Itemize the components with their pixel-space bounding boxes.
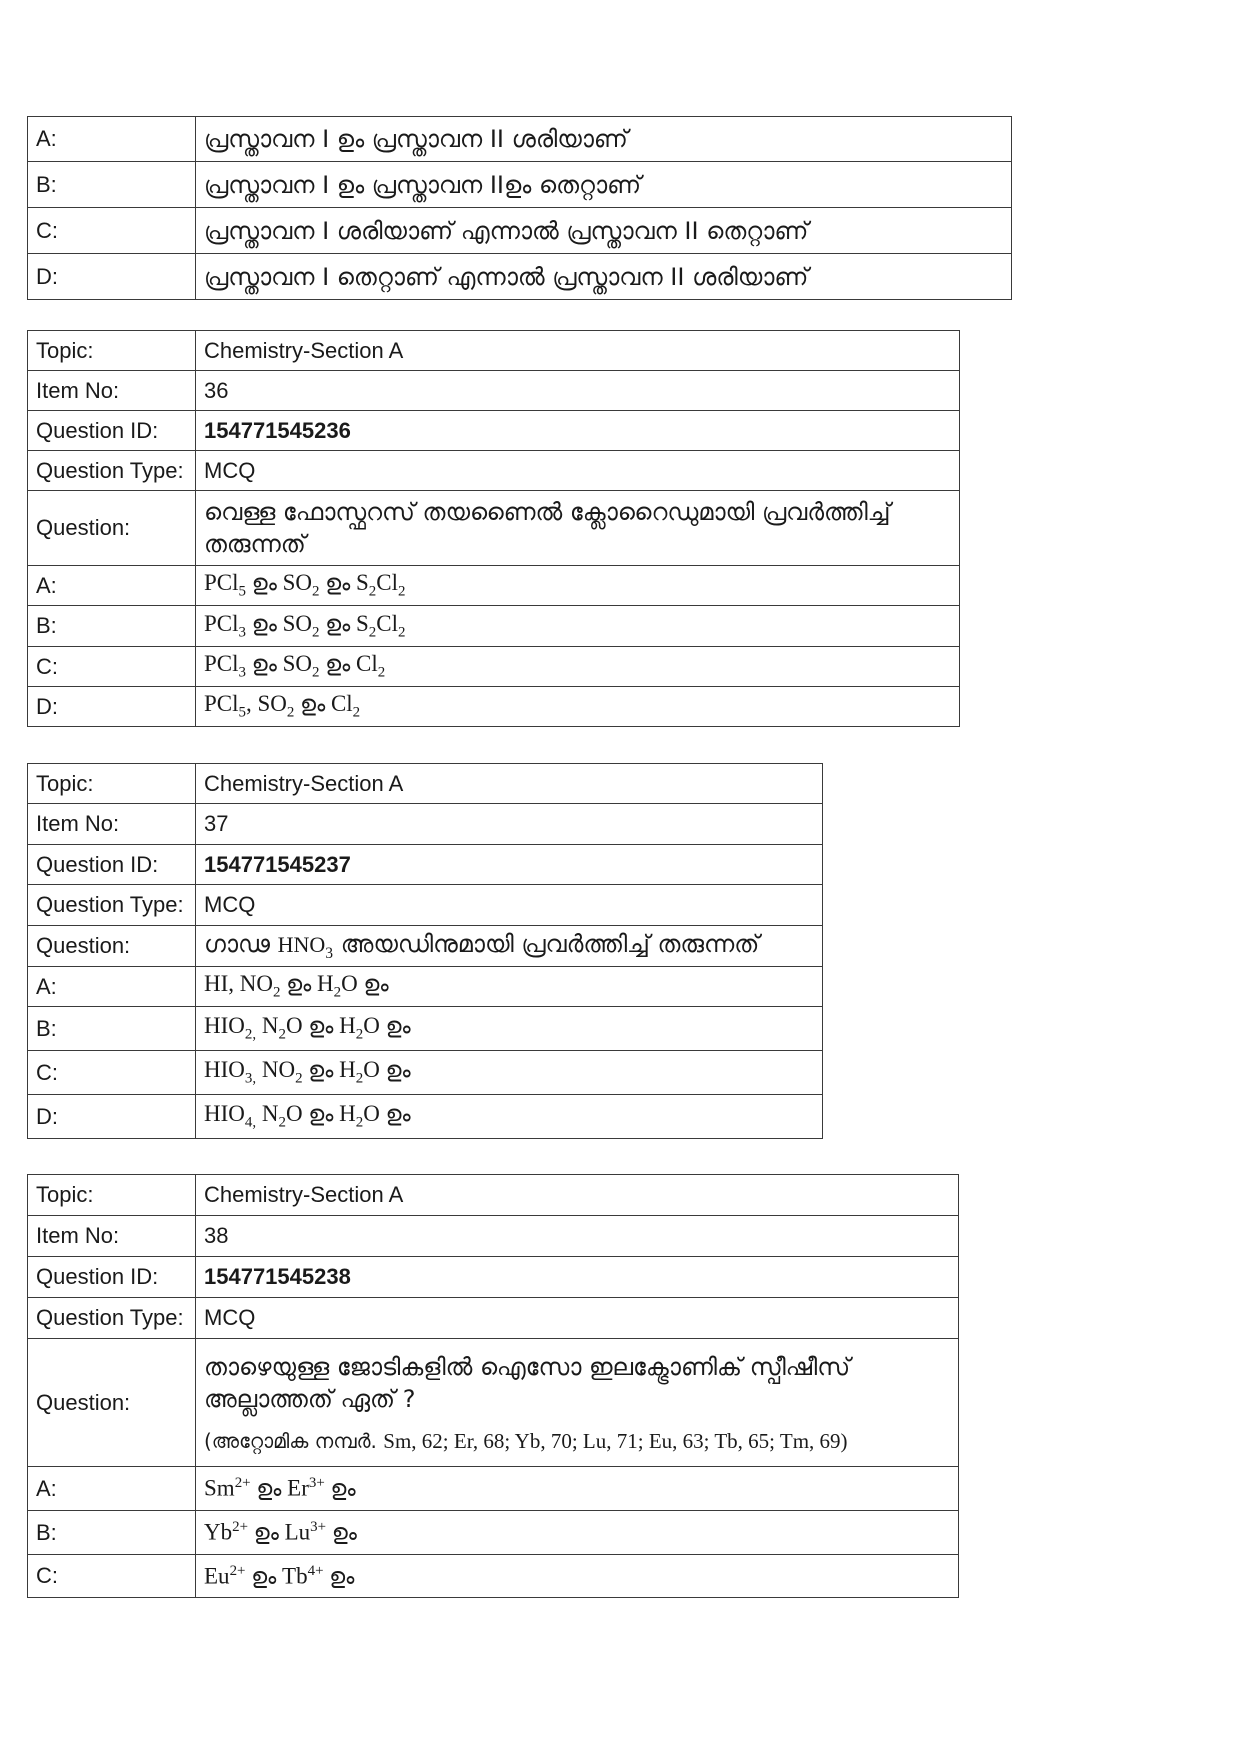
- table-row: [28, 804, 823, 845]
- table-row: [28, 1095, 823, 1139]
- table-row: [28, 1467, 959, 1511]
- table-row: [28, 1216, 959, 1257]
- question-id-label: Question ID:: [28, 845, 196, 885]
- question-type-label: Question Type:: [28, 885, 196, 926]
- item-no-value: 38: [196, 1216, 959, 1257]
- option-text: പ്രസ്താവന I ശരിയാണ് എന്നാൽ പ്രസ്താവന II തെറ്റാണ്: [196, 208, 1012, 254]
- table-row: [28, 451, 960, 491]
- option-key: D:: [28, 1095, 196, 1139]
- question-type-value: MCQ: [196, 885, 823, 926]
- option-d-text: $HIO_{4,}$ $N_2O$ ഉം $H_2O$ ഉം: [196, 1095, 823, 1139]
- option-key: C:: [28, 1555, 196, 1598]
- option-key: C:: [28, 647, 196, 687]
- item-no-value: 36: [196, 371, 960, 411]
- item-no-label: Item No:: [28, 371, 196, 411]
- table-row: [28, 411, 960, 451]
- option-key: B:: [28, 606, 196, 647]
- table-row: [28, 687, 960, 727]
- option-text: പ്രസ്താവന I തെറ്റാണ് എന്നാൽ പ്രസ്താവന II ശരിയാണ്: [196, 254, 1012, 300]
- atomic-number-note: (അറ്റോമിക നമ്പർ. Sm, 62; Er, 68; Yb, 70; Lu, 71; Eu, 63; Tb, 65; Tm, 69): [204, 1429, 848, 1453]
- question-type-value: MCQ: [196, 1298, 959, 1339]
- question-36-table: [27, 330, 960, 727]
- table-row: [28, 491, 960, 566]
- option-key: A:: [28, 117, 196, 162]
- table-row: [28, 885, 823, 926]
- question-type-label: Question Type:: [28, 1298, 196, 1339]
- question-line: വെള്ള ഫോസ്ഫറസ് തയണൈൽ ക്ലോറൈഡുമായി പ്രവർത്തിച്ച്: [204, 498, 891, 526]
- question-line: അല്ലാത്തത് ഏത് ?: [204, 1385, 416, 1413]
- option-key: D:: [28, 687, 196, 727]
- option-key: A:: [28, 1467, 196, 1511]
- table-row: [28, 1511, 959, 1555]
- question-type-label: Question Type:: [28, 451, 196, 491]
- topic-label: Topic:: [28, 1175, 196, 1216]
- item-no-value: 37: [196, 804, 823, 845]
- table-row: [28, 1339, 959, 1467]
- table-row: [28, 254, 1012, 300]
- question-37-table: [27, 763, 823, 1139]
- option-c-text: PCl$_3$ ഉം $SO_2$ ഉം $Cl_2$: [196, 647, 960, 687]
- option-key: B:: [28, 1007, 196, 1051]
- option-b-text: $HIO_{2,}$ $N_2O$ ഉം $H_2O$ ഉം: [196, 1007, 823, 1051]
- option-c-text: $HIO_{3,}$ $NO_2$ ഉം $H_2O$ ഉം: [196, 1051, 823, 1095]
- question-label: Question:: [28, 491, 196, 566]
- topic-value: Chemistry-Section A: [196, 331, 960, 371]
- table-row: [28, 606, 960, 647]
- item-no-label: Item No:: [28, 1216, 196, 1257]
- question-id-value: 154771545236: [196, 411, 960, 451]
- option-d-text: PCl$_5$, $SO_2$ ഉം $Cl_2$: [196, 687, 960, 727]
- question-id-value: 154771545238: [196, 1257, 959, 1298]
- option-key: C:: [28, 208, 196, 254]
- table-row: [28, 162, 1012, 208]
- option-a-text: $Sm^{2+}$ ഉം $Er^{3+}$ ഉം: [196, 1467, 959, 1511]
- question-id-value: 154771545237: [196, 845, 823, 885]
- topic-value: Chemistry-Section A: [196, 1175, 959, 1216]
- topic-label: Topic:: [28, 331, 196, 371]
- option-key: D:: [28, 254, 196, 300]
- table-row: [28, 1175, 959, 1216]
- question-text: ഗാഢ $HNO_3$ അയഡിനുമായി പ്രവർത്തിച്ച് തരുന്നത്: [196, 926, 823, 967]
- question-text: [196, 491, 960, 566]
- option-c-text: $Eu^{2+}$ ഉം $Tb^{4+}$ ഉം: [196, 1555, 959, 1598]
- option-key: B:: [28, 162, 196, 208]
- question-id-label: Question ID:: [28, 1257, 196, 1298]
- question-line: താഴെയുള്ള ജോടികളിൽ ഐസോ ഇലക്ട്രോണിക് സ്പീഷീസ്: [204, 1353, 851, 1381]
- question-line: തരുന്നത്: [204, 530, 306, 558]
- option-text: പ്രസ്താവന I ഉം പ്രസ്താവന II ശരിയാണ്: [196, 117, 1012, 162]
- table-row: [28, 1051, 823, 1095]
- question-text: [196, 1339, 959, 1467]
- table-row: [28, 331, 960, 371]
- question-id-label: Question ID:: [28, 411, 196, 451]
- question-label: Question:: [28, 926, 196, 967]
- option-a-text: PCl$_5$ ഉം $SO_2$ ഉം $S_2Cl_2$: [196, 566, 960, 606]
- option-key: A:: [28, 967, 196, 1007]
- question-label: Question:: [28, 1339, 196, 1467]
- prev-options-table: [27, 116, 1012, 300]
- option-key: C:: [28, 1051, 196, 1095]
- table-row: [28, 1007, 823, 1051]
- option-b-text: $Yb^{2+}$ ഉം $Lu^{3+}$ ഉം: [196, 1511, 959, 1555]
- topic-label: Topic:: [28, 764, 196, 804]
- table-row: [28, 967, 823, 1007]
- option-key: A:: [28, 566, 196, 606]
- table-row: [28, 371, 960, 411]
- table-row: [28, 566, 960, 606]
- option-b-text: PCl$_3$ ഉം $SO_2$ ഉം $S_2Cl_2$: [196, 606, 960, 647]
- question-38-table: [27, 1174, 959, 1598]
- table-row: [28, 845, 823, 885]
- topic-value: Chemistry-Section A: [196, 764, 823, 804]
- item-no-label: Item No:: [28, 804, 196, 845]
- table-row: [28, 926, 823, 967]
- table-row: [28, 1555, 959, 1598]
- question-type-value: MCQ: [196, 451, 960, 491]
- table-row: [28, 208, 1012, 254]
- table-row: [28, 117, 1012, 162]
- table-row: [28, 1298, 959, 1339]
- table-row: [28, 1257, 959, 1298]
- option-a-text: HI, $NO_2$ ഉം $H_2O$ ഉം: [196, 967, 823, 1007]
- table-row: [28, 647, 960, 687]
- option-text: പ്രസ്താവന I ഉം പ്രസ്താവന IIഉം തെറ്റാണ്: [196, 162, 1012, 208]
- option-key: B:: [28, 1511, 196, 1555]
- table-row: [28, 764, 823, 804]
